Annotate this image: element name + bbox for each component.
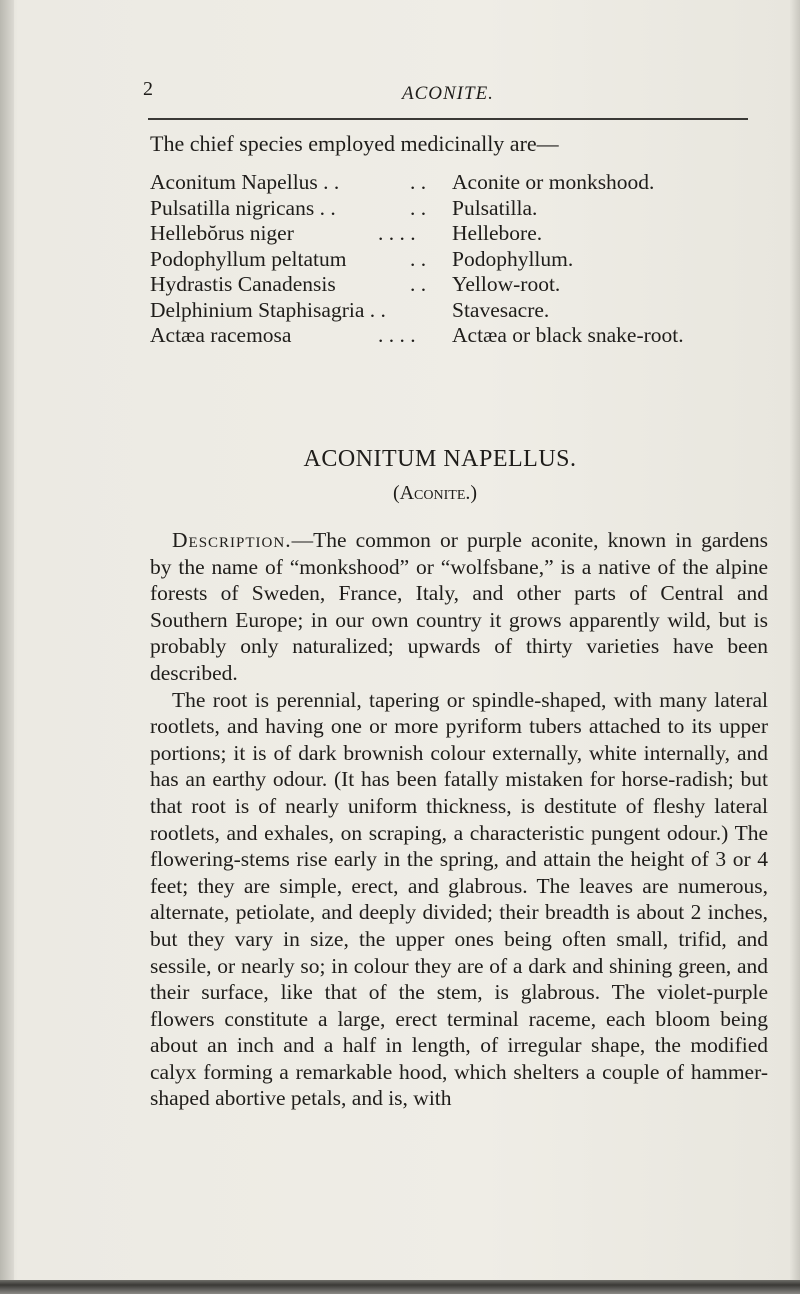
species-common-name: Podophyllum.: [452, 246, 574, 271]
species-row: [150, 247, 780, 273]
species-common-name: Actæa or black snake-root.: [452, 323, 684, 347]
species-row: [150, 272, 780, 298]
species-latin-name: Actæa racemosa: [150, 323, 292, 347]
species-row: [150, 221, 780, 247]
leader-dots: . .: [410, 195, 427, 220]
page-left-edge: [0, 0, 14, 1294]
species-latin-name: Delphinium Staphisagria . .: [150, 297, 386, 322]
page-bottom-edge: [0, 1280, 800, 1294]
species-common-name: Aconite or monkshood.: [452, 170, 655, 194]
description-label: Description.: [172, 528, 292, 552]
leader-dots: . .: [410, 170, 427, 194]
species-common-name: Pulsatilla.: [452, 195, 538, 220]
species-latin-name: Podophyllum peltatum: [150, 246, 347, 271]
species-latin-name: Hellebŏrus niger: [150, 221, 294, 245]
species-row: [150, 323, 780, 349]
species-common-name: Stavesacre.: [452, 297, 550, 322]
species-row: [150, 170, 780, 196]
species-common-name: Hellebore.: [452, 221, 543, 245]
section-heading: ACONITUM NAPELLUS.: [303, 446, 577, 472]
leader-dots: . .: [410, 246, 427, 271]
description-text: —The common or purple aconite, known in gardens by the name of “monkshood” or “wolfsbane,” is a native of the alpine forests of Sweden, France, Italy, and other parts of Central and Southern Europe; in our own country it grows apparently wild, but is probably only naturalized; upwards of thirty varieties have been described.: [150, 528, 768, 685]
description-paragraph: [150, 527, 768, 687]
species-list: [150, 170, 780, 349]
description-paragraph: The root is perennial, tapering or spindle-shaped, with many lateral rootlets, and having one or more pyriform tubers attached to its upper portions; it is of dark brownish colour externally, white internally, and has an earthy odour. (It has been fatally mistaken for horse-radish; but that root is of nearly uniform thickness, is destitute of fleshy lateral rootlets, and exhales, on scraping, a characteristic pungent odour.) The flowering-stems rise early in the spring, and attain the height of 3 or 4 feet; they are simple, erect, and glabrous. The leaves are numerous, alternate, petiolate, and deeply divided; their breadth is about 2 inches, but they vary in size, the upper ones being often small, trifid, and sessile, or nearly so; in colour they are of a dark and shining green, and their surface, like that of the stem, is glabrous. The violet-purple flowers constitute a large, erect terminal raceme, each bloom being about an inch and a half in length, of irregular shape, the modified calyx forming a remarkable hood, which shelters a couple of hammer-shaped abortive petals, and is, with: [150, 687, 768, 1111]
header-rule: [148, 118, 748, 120]
leader-dots: . . . .: [378, 323, 416, 347]
species-common-name: Yellow-root.: [452, 272, 561, 296]
leader-dots: . . . .: [378, 221, 416, 245]
running-head: ACONITE.: [402, 83, 494, 104]
page-number: 2: [143, 78, 153, 100]
species-latin-name: Pulsatilla nigricans . .: [150, 195, 336, 220]
description-body: [150, 527, 768, 1112]
section-subheading: (Aconite.): [392, 482, 478, 504]
species-row: [150, 196, 780, 222]
species-row: [150, 298, 780, 324]
species-latin-name: Hydrastis Canadensis: [150, 272, 336, 296]
species-intro: The chief species employed medicinally are—: [150, 131, 559, 156]
leader-dots: . .: [410, 272, 427, 296]
species-latin-name: Aconitum Napellus . .: [150, 170, 340, 194]
page-right-edge: [790, 0, 800, 1294]
